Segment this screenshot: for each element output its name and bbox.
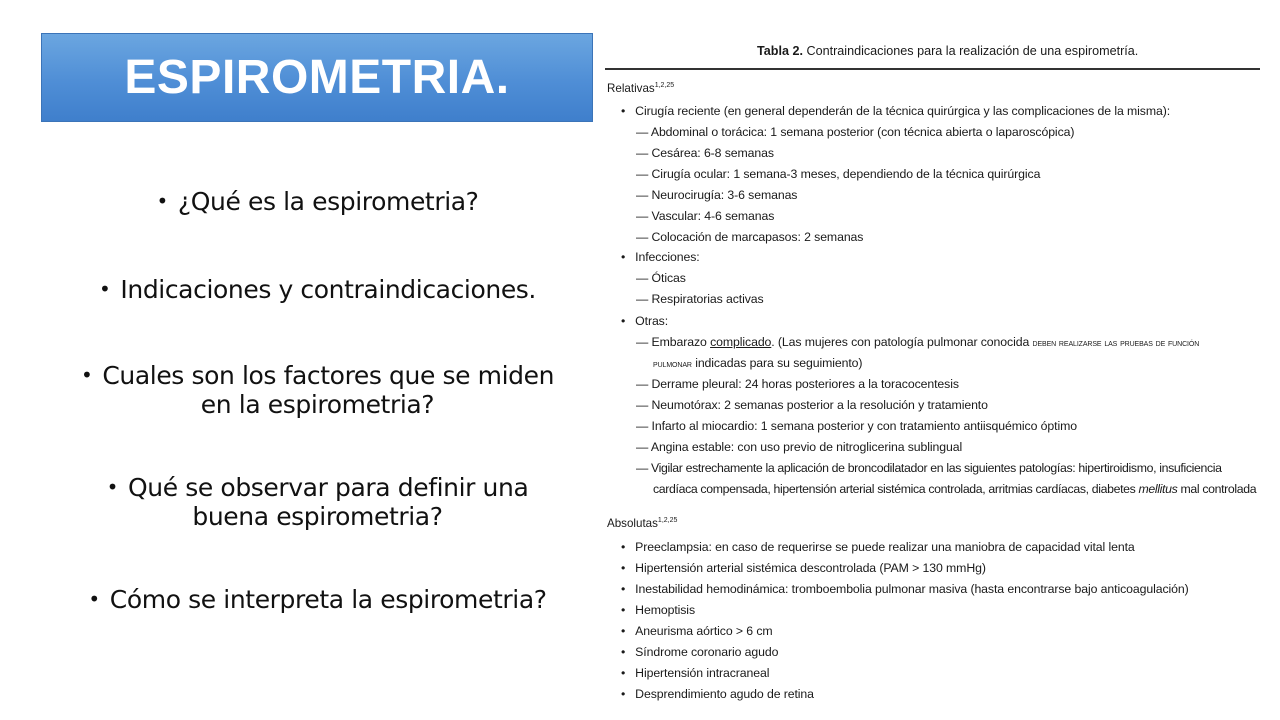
table-row: — Derrame pleural: 24 horas posteriores a la toracocentesis — [636, 377, 959, 391]
bullet-que-es — [40, 188, 595, 217]
bullet-dot-icon: • — [99, 277, 111, 301]
title-banner — [41, 33, 593, 122]
bullet-indicaciones — [40, 276, 595, 305]
bullet-text: Cuales son los factores que se miden — [102, 361, 555, 390]
bullet-interpreta — [40, 586, 595, 615]
table-row: — Cesárea: 6-8 semanas — [636, 146, 774, 160]
table-row: — Respiratorias activas — [636, 292, 764, 306]
section-relativas: Relativas$^{1,2,25}$ — [607, 82, 675, 95]
table-row: • Preeclampsia: en caso de requerirse se puede realizar una maniobra de capacidad vital lenta — [621, 540, 1135, 554]
bullet-text: Qué se observar para definir una — [128, 473, 529, 502]
table-row: — Vigilar estrechamente la aplicación de broncodilatador en las siguientes patologías: hipertiroidismo, insuficiencia — [636, 461, 1222, 475]
table-row: • Otras: — [621, 314, 669, 328]
table-row: — Neurocirugía: 3-6 semanas — [636, 188, 798, 202]
table-row: • Aneurisma aórtico > 6 cm — [621, 624, 773, 638]
table-row: — Neumotórax: 2 semanas posterior a la resolución y tratamiento — [636, 398, 988, 412]
table-rule — [605, 68, 1260, 70]
slide-title: ESPIROMETRIA. — [124, 51, 510, 104]
bullet-text-cont: en la espirometria? — [200, 390, 435, 419]
table-row: — Colocación de marcapasos: 2 semanas — [636, 230, 864, 244]
table-row: pulmonar indicadas para su seguimiento) — [653, 356, 863, 370]
table-row: — Embarazo complicado. (Las mujeres con patología pulmonar conocida deben realizarse las pruebas de función — [636, 335, 1200, 349]
table-row: • Síndrome coronario agudo — [621, 645, 779, 659]
table-row: • Desprendimiento agudo de retina — [621, 687, 814, 701]
section-absolutas: Absolutas$^{1,2,25}$ — [607, 517, 678, 530]
table-title: Tabla 2. Contraindicaciones para la realización de una espirometría. — [757, 44, 1139, 58]
table-row: — Vascular: 4-6 semanas — [636, 209, 775, 223]
bullet-factores — [40, 362, 595, 418]
table-row: • Hipertensión arterial sistémica descontrolada (PAM > 130 mmHg) — [621, 561, 986, 575]
table-row: • Inestabilidad hemodinámica: tromboembolia pulmonar masiva (hasta encontrarse bajo anticoagulación) — [621, 582, 1189, 596]
bullet-observar — [40, 474, 595, 530]
table-row: cardíaca compensada, hipertensión arterial sistémica controlada, arritmias cardíacas, diabetes mellitus mal controlada — [653, 482, 1257, 496]
table-row: • Hipertensión intracraneal — [621, 666, 770, 680]
table-row: — Óticas — [636, 271, 686, 285]
table-row: — Abdominal o torácica: 1 semana posterior (con técnica abierta o laparoscópica) — [636, 125, 1075, 139]
bullet-text: Cómo se interpreta la espirometria? — [109, 585, 547, 614]
table-row: — Cirugía ocular: 1 semana-3 meses, dependiendo de la técnica quirúrgica — [636, 167, 1041, 181]
table-row: — Angina estable: con uso previo de nitroglicerina sublingual — [636, 440, 963, 454]
bullet-text-cont: buena espirometria? — [192, 502, 443, 531]
table-row: — Infarto al miocardio: 1 semana posterior y con tratamiento antiisquémico óptimo — [636, 419, 1077, 433]
table-row: • Hemoptisis — [621, 603, 695, 617]
table-row: • Cirugía reciente (en general dependerán de la técnica quirúrgica y las complicaciones de la misma): — [621, 104, 1171, 118]
table-row: • Infecciones: — [621, 250, 700, 264]
contraindications-table — [605, 40, 1265, 710]
bullet-dot-icon: • — [80, 363, 93, 387]
bullet-text: ¿Qué es la espirometria? — [177, 187, 479, 216]
bullet-text: Indicaciones y contraindicaciones. — [120, 275, 536, 304]
bullet-dot-icon: • — [106, 475, 119, 499]
bullet-dot-icon: • — [156, 189, 168, 213]
bullet-dot-icon: • — [88, 587, 100, 611]
